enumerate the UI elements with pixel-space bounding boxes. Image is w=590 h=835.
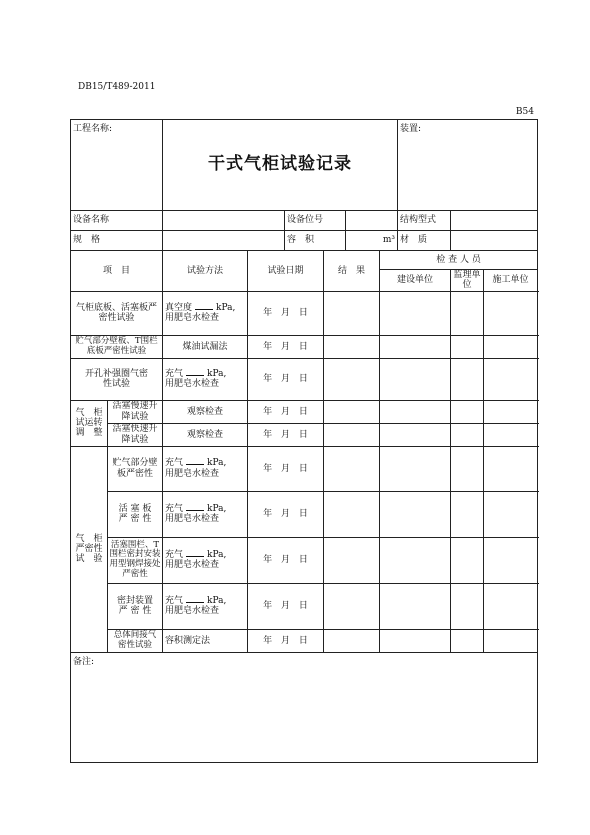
supervision-sign-cell[interactable] [451,491,484,537]
table-row [71,291,538,335]
equipment-no-value[interactable] [346,211,398,231]
construction-sign-cell[interactable] [380,446,451,491]
volume-label: 容 积 [285,231,346,251]
method-cell[interactable]: 充气 kPa, 用肥皂水检查 [163,446,248,491]
form-code: B54 [515,107,534,117]
supervision-sign-cell[interactable] [451,291,484,335]
builder-sign-cell[interactable] [484,335,538,358]
date-cell[interactable]: 年 月 日 [248,583,324,629]
item-floor-piston-tightness: 气柜底板、活塞板严密性试验 [71,291,163,335]
item-wall-fence-tightness: 贮气部分壁板、T围栏底板严密性试验 [71,335,163,358]
remarks-label: 备注: [73,656,95,667]
method-cell[interactable]: 煤油试漏法 [163,335,248,358]
method-cell[interactable]: 真空度 kPa, 用肥皂水检查 [163,291,248,335]
result-cell[interactable] [324,335,380,358]
table-row [71,423,538,446]
builder-sign-cell[interactable] [484,583,538,629]
supervision-sign-cell[interactable] [451,629,484,652]
item-fence-weld: 活塞围栏、T围栏密封安装用型钢焊接处严密性 [108,537,163,583]
builder-sign-cell[interactable] [484,291,538,335]
material-value[interactable] [451,231,538,251]
construction-sign-cell[interactable] [380,491,451,537]
supervision-sign-cell[interactable] [451,423,484,446]
result-cell[interactable] [324,446,380,491]
document-code: DB15/T489-2011 [78,82,156,92]
date-cell[interactable]: 年 月 日 [248,358,324,400]
result-cell[interactable] [324,291,380,335]
method-cell[interactable]: 充气 kPa, 用肥皂水检查 [163,358,248,400]
item-piston-slow: 活塞慢速升降试验 [108,400,163,423]
table-row [71,446,538,491]
table-row [71,358,538,400]
inspectors-header: 检 查 人 员 [380,251,538,270]
method-cell[interactable]: 观察检查 [163,423,248,446]
method-cell[interactable]: 充气 kPa, 用肥皂水检查 [163,491,248,537]
item-seal-device: 密封装置严 密 性 [108,583,163,629]
structure-type-label: 结构型式 [398,211,451,231]
project-name-label: 工程名称: [73,124,113,134]
table-row [71,335,538,358]
result-cell[interactable] [324,491,380,537]
supervision-unit-header: 监理单位 [451,270,484,292]
construction-sign-cell[interactable] [380,583,451,629]
builder-unit-header: 施工单位 [484,270,538,292]
project-name-cell[interactable] [71,120,163,211]
pressure-blank[interactable] [186,464,204,465]
item-reinforcement-ring: 开孔补强圈气密性试验 [71,358,163,400]
construction-sign-cell[interactable] [380,291,451,335]
volume-unit: m³ [382,235,396,246]
construction-unit-header: 建设单位 [380,270,451,292]
supervision-sign-cell[interactable] [451,400,484,423]
table-row [71,537,538,583]
construction-sign-cell[interactable] [380,629,451,652]
item-piston-plate: 活 塞 板严 密 性 [108,491,163,537]
device-label: 装置: [400,124,422,134]
material-label: 材 质 [398,231,451,251]
construction-sign-cell[interactable] [380,400,451,423]
spec-value[interactable] [163,231,285,251]
pressure-blank[interactable] [186,556,204,557]
result-cell[interactable] [324,583,380,629]
builder-sign-cell[interactable] [484,423,538,446]
supervision-sign-cell[interactable] [451,583,484,629]
date-cell[interactable]: 年 月 日 [248,335,324,358]
equipment-name-value[interactable] [163,211,285,231]
supervision-sign-cell[interactable] [451,358,484,400]
supervision-sign-cell[interactable] [451,335,484,358]
equipment-no-label: 设备位号 [285,211,346,231]
table-row [71,400,538,423]
builder-sign-cell[interactable] [484,491,538,537]
result-cell[interactable] [324,358,380,400]
method-cell[interactable]: 容积测定法 [163,629,248,652]
table-row [71,629,538,652]
supervision-sign-cell[interactable] [451,446,484,491]
spec-label: 规 格 [71,231,163,251]
method-cell[interactable]: 充气 kPa, 用肥皂水检查 [163,537,248,583]
builder-sign-cell[interactable] [484,537,538,583]
volume-value[interactable] [346,231,398,251]
date-cell[interactable]: 年 月 日 [248,446,324,491]
remarks-cell[interactable] [71,652,538,762]
form-title: 干式气柜试验记录 [163,120,398,211]
date-column-header: 试验日期 [248,251,324,292]
date-cell[interactable]: 年 月 日 [248,491,324,537]
item-overall-indirect: 总体间接气密性试验 [108,629,163,652]
date-cell[interactable]: 年 月 日 [248,537,324,583]
date-cell[interactable]: 年 月 日 [248,400,324,423]
item-storage-wall: 贮气部分壁板严密性 [108,446,163,491]
result-column-header: 结 果 [324,251,380,292]
result-cell[interactable] [324,629,380,652]
construction-sign-cell[interactable] [380,335,451,358]
builder-sign-cell[interactable] [484,446,538,491]
equipment-name-label: 设备名称 [71,211,163,231]
method-cell[interactable]: 观察检查 [163,400,248,423]
device-cell[interactable] [398,120,538,211]
method-column-header: 试验方法 [163,251,248,292]
item-piston-fast: 活塞快速升降试验 [108,423,163,446]
construction-sign-cell[interactable] [380,537,451,583]
pressure-blank[interactable] [186,375,204,376]
construction-sign-cell[interactable] [380,358,451,400]
item-column-header: 项 目 [71,251,163,292]
table-row [71,491,538,537]
builder-sign-cell[interactable] [484,400,538,423]
builder-sign-cell[interactable] [484,629,538,652]
construction-sign-cell[interactable] [380,423,451,446]
group-trial-run-label: 气 柜试运转调 整 [71,400,108,446]
builder-sign-cell[interactable] [484,358,538,400]
result-cell[interactable] [324,423,380,446]
date-cell[interactable]: 年 月 日 [248,629,324,652]
supervision-sign-cell[interactable] [451,537,484,583]
pressure-blank[interactable] [186,510,204,511]
group-tightness-label: 气 柜严密性试 验 [71,446,108,652]
date-cell[interactable]: 年 月 日 [248,423,324,446]
method-cell[interactable]: 充气 kPa, 用肥皂水检查 [163,583,248,629]
result-cell[interactable] [324,537,380,583]
structure-type-value[interactable] [451,211,538,231]
table-row [71,583,538,629]
pressure-blank[interactable] [195,309,213,310]
date-cell[interactable]: 年 月 日 [248,291,324,335]
test-record-form [70,119,538,763]
pressure-blank[interactable] [186,602,204,603]
result-cell[interactable] [324,400,380,423]
